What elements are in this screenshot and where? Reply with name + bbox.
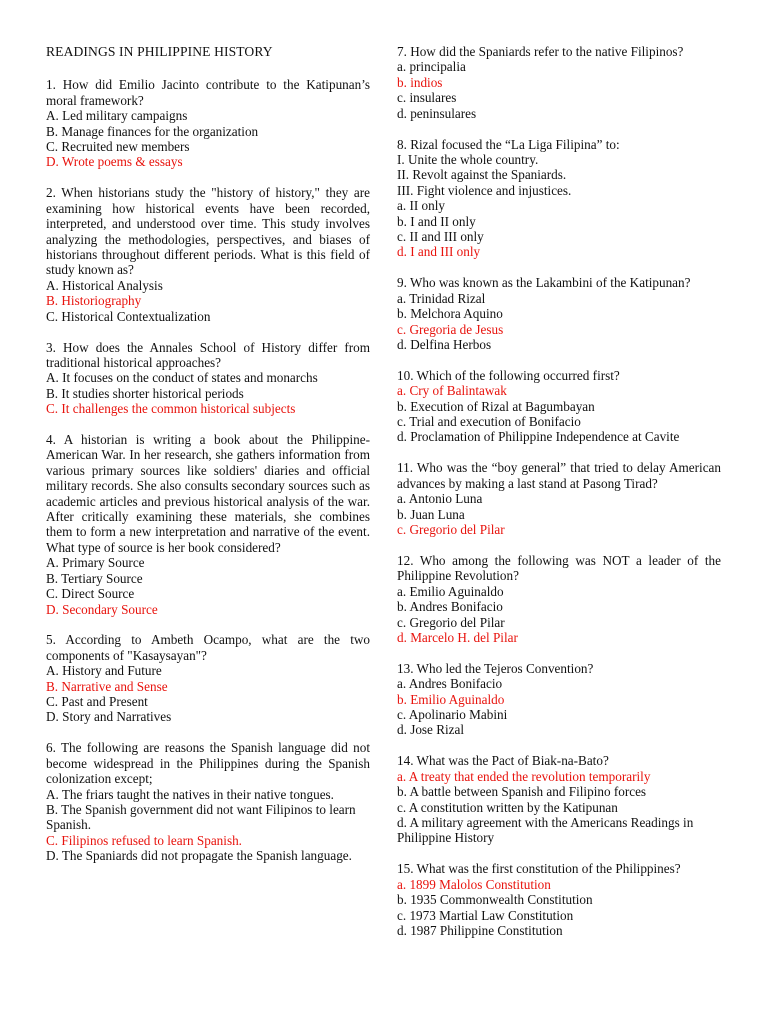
question-text: 11. Who was the “boy general” that tried to delay American advances by making a last stand at Pasong Tirad? [397, 460, 721, 491]
answer-option-correct: b. indios [397, 74, 443, 90]
answer-option: c. Trial and execution of Bonifacio [397, 414, 581, 430]
answer-option: c. Apolinario Mabini [397, 707, 508, 723]
question-text: 8. Rizal focused the “La Liga Filipina” to: [397, 136, 620, 152]
question-block [46, 740, 370, 863]
question-block [397, 275, 721, 352]
right-question-list [397, 44, 721, 938]
answer-option: B. Tertiary Source [46, 570, 143, 586]
answer-option-correct: d. Marcelo H. del Pilar [397, 629, 518, 645]
question-block [46, 185, 370, 324]
answer-option: d. 1987 Philippine Constitution [397, 922, 563, 938]
answer-option: II. Revolt against the Spaniards. [397, 167, 567, 183]
answer-option: b. Melchora Aquino [397, 306, 503, 322]
right-column [397, 44, 721, 954]
question-text: 2. When historians study the "history of history," they are examining how historical events have been recorded, interpreted, and understood over time. This study involves analyzing the methodologies, perspectives, and biases of historians throughout different periods. What is this field of study known as? [46, 185, 370, 278]
left-question-list [46, 77, 370, 863]
question-text: 13. Who led the Tejeros Convention? [397, 660, 594, 676]
question-text: 4. A historian is writing a book about the Philippine-American War. In her research, she gathers information from various primary sources like soldiers' diaries and official military records. She also consults secondary sources such as academic articles and previous historical analysis of the war. After critically examining these materials, she combines them to form a new interpretation and narrative of the event. What type of source is her book considered? [46, 432, 370, 555]
answer-option: c. Gregorio del Pilar [397, 614, 505, 630]
answer-option: C. Past and Present [46, 694, 148, 710]
answer-option: B. It studies shorter historical periods [46, 385, 244, 401]
question-block [397, 137, 721, 260]
question-block [397, 460, 721, 537]
answer-option-correct: b. Emilio Aguinaldo [397, 691, 505, 707]
answer-option: d. Delfina Herbos [397, 336, 492, 352]
answer-option: a. principalia [397, 59, 466, 75]
answer-option: A. The friars taught the natives in their native tongues. [46, 786, 334, 802]
answer-option: b. I and II only [397, 213, 476, 229]
answer-option: B. Manage finances for the organization [46, 123, 259, 139]
question-block [46, 632, 370, 724]
question-text: 1. How did Emilio Jacinto contribute to the Katipunan’s moral framework? [46, 77, 370, 108]
question-block [397, 753, 721, 845]
answer-option: A. History and Future [46, 663, 162, 679]
question-text: 9. Who was known as the Lakambini of the Katipunan? [397, 275, 691, 291]
answer-option: d. Proclamation of Philippine Independence at Cavite [397, 429, 680, 445]
question-block [397, 661, 721, 738]
question-text: 10. Which of the following occurred first? [397, 367, 620, 383]
question-block [397, 44, 721, 121]
answer-option-correct: C. Filipinos refused to learn Spanish. [46, 832, 242, 848]
answer-option: a. Andres Bonifacio [397, 676, 503, 692]
answer-option: C. Recruited new members [46, 139, 190, 155]
answer-option: B. The Spanish government did not want Filipinos to learn Spanish. [46, 801, 356, 833]
answer-option: A. Led military campaigns [46, 108, 188, 124]
question-block [397, 861, 721, 938]
answer-option-correct: D. Secondary Source [46, 601, 158, 617]
answer-option-correct: D. Wrote poems & essays [46, 154, 183, 170]
answer-option: A. Historical Analysis [46, 277, 163, 293]
answer-option-correct: d. I and III only [397, 244, 481, 260]
answer-option: A. Primary Source [46, 555, 145, 571]
answer-option-correct: a. A treaty that ended the revolution temporarily [397, 768, 651, 784]
answer-option: d. peninsulares [397, 105, 477, 121]
answer-option-correct: a. Cry of Balintawak [397, 383, 507, 399]
answer-option: D. The Spaniards did not propagate the Spanish language. [46, 848, 352, 864]
question-block [46, 77, 370, 169]
question-text: 3. How does the Annales School of History differ from traditional historical approaches? [46, 339, 370, 370]
answer-option: b. Andres Bonifacio [397, 599, 503, 615]
document-title: READINGS IN PHILIPPINE HISTORY [46, 44, 273, 59]
answer-option: I. Unite the whole country. [397, 151, 539, 167]
answer-option: III. Fight violence and injustices. [397, 182, 572, 198]
answer-option: D. Story and Narratives [46, 709, 172, 725]
answer-option: d. Jose Rizal [397, 722, 465, 738]
answer-option-correct: a. 1899 Malolos Constitution [397, 876, 551, 892]
answer-option: c. 1973 Martial Law Constitution [397, 907, 574, 923]
answer-option: a. II only [397, 198, 445, 214]
answer-option: c. II and III only [397, 228, 484, 244]
answer-option: b. Execution of Rizal at Bagumbayan [397, 398, 595, 414]
answer-option-correct: B. Narrative and Sense [46, 678, 168, 694]
question-block [46, 340, 370, 417]
question-text: 15. What was the first constitution of the Philippines? [397, 861, 681, 877]
question-text: 14. What was the Pact of Biak-na-Bato? [397, 753, 609, 769]
answer-option: a. Antonio Luna [397, 491, 483, 507]
answer-option: A. It focuses on the conduct of states and monarchs [46, 370, 318, 386]
answer-option-correct: c. Gregorio del Pilar [397, 521, 505, 537]
answer-option-correct: B. Historiography [46, 293, 142, 309]
question-text: 6. The following are reasons the Spanish language did not become widespread in the Philippines during the Spanish colonization except; [46, 740, 370, 787]
answer-option: a. Emilio Aguinaldo [397, 583, 504, 599]
answer-option: C. Direct Source [46, 586, 135, 602]
answer-option: C. Historical Contextualization [46, 308, 211, 324]
question-text: 5. According to Ambeth Ocampo, what are the two components of "Kasaysayan"? [46, 632, 370, 663]
answer-option: b. A battle between Spanish and Filipino forces [397, 784, 647, 800]
question-text: 7. How did the Spaniards refer to the native Filipinos? [397, 44, 684, 59]
answer-option: d. A military agreement with the Americans Readings in Philippine History [397, 814, 694, 846]
question-block [397, 553, 721, 645]
answer-option: c. insulares [397, 90, 457, 106]
answer-option: b. 1935 Commonwealth Constitution [397, 892, 593, 908]
question-block [397, 368, 721, 445]
answer-option: b. Juan Luna [397, 506, 465, 522]
answer-option-correct: c. Gregoria de Jesus [397, 321, 504, 337]
answer-option: c. A constitution written by the Katipunan [397, 799, 618, 815]
answer-option: a. Trinidad Rizal [397, 290, 486, 306]
answer-option-correct: C. It challenges the common historical subjects [46, 401, 296, 417]
question-block [46, 432, 370, 617]
left-column [46, 44, 370, 879]
question-text: 12. Who among the following was NOT a leader of the Philippine Revolution? [397, 552, 721, 584]
